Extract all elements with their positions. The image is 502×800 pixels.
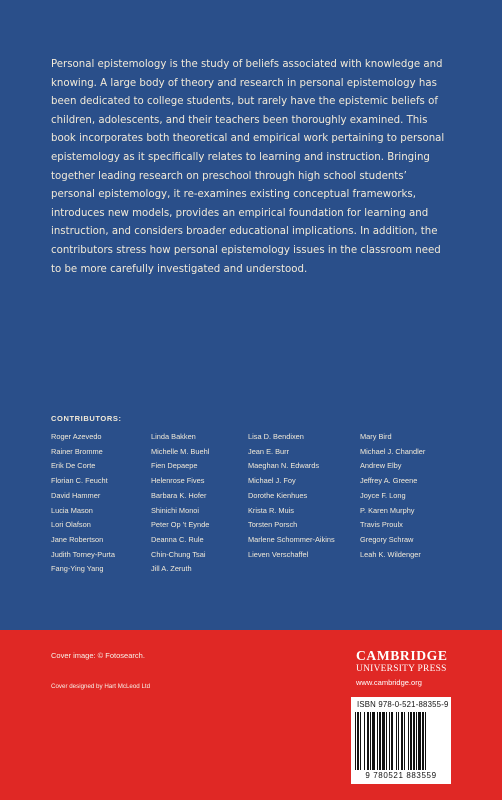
contributors-column <box>248 430 360 577</box>
contributor-name: Erik De Corte <box>51 461 96 471</box>
contributor-name: Roger Azevedo <box>51 432 102 441</box>
publisher-name: CAMBRIDGE <box>356 648 448 663</box>
cover-designer-credit: Cover designed by Hart McLeod Ltd <box>51 683 151 690</box>
contributor-name: P. Karen Murphy <box>360 505 415 515</box>
contributor-name: Michael J. Chandler <box>360 446 426 456</box>
contributor-name: Jean E. Burr <box>248 446 290 456</box>
book-description <box>51 56 451 279</box>
contributor-name: Torsten Porsch <box>248 520 298 530</box>
contributors-heading: CONTRIBUTORS: <box>51 414 122 423</box>
contributor-name: Lori Olafson <box>51 520 91 530</box>
contributor-name: Dorothe Kienhues <box>248 490 308 500</box>
isbn-label: ISBN 978-0-521-88355-9 <box>357 700 449 709</box>
contributors-list <box>51 430 481 577</box>
contributor-name: Helenrose Fives <box>151 476 205 486</box>
contributor-name: Fang-Ying Yang <box>51 564 104 574</box>
contributor-name: Jane Robertson <box>51 534 104 544</box>
contributor-name: Shinichi Monoi <box>151 505 200 515</box>
contributor-name: Maeghan N. Edwards <box>248 461 320 471</box>
contributor-name: Mary Bird <box>360 432 392 441</box>
contributors-column <box>360 430 470 577</box>
contributor-name: Florian C. Feucht <box>51 476 108 486</box>
contributor-name: Peter Op ’t Eynde <box>151 520 210 530</box>
contributor-name: Gregory Schraw <box>360 534 414 544</box>
contributor-name: Krista R. Muis <box>248 505 294 515</box>
contributors-column <box>151 430 248 577</box>
contributor-name: Jeffrey A. Greene <box>360 476 418 486</box>
contributor-name: Joyce F. Long <box>360 490 406 500</box>
contributor-name: Chin-Chung Tsai <box>151 549 206 559</box>
contributor-name: Lieven Verschaffel <box>248 549 309 559</box>
publisher-url: www.cambridge.org <box>356 678 422 687</box>
contributor-name: Rainer Bromme <box>51 446 103 456</box>
contributor-name: Barbara K. Hofer <box>151 490 207 500</box>
contributor-name: Michael J. Foy <box>248 476 296 486</box>
contributor-name: Leah K. Wildenger <box>360 549 421 559</box>
contributor-name: Travis Proulx <box>360 520 403 530</box>
contributor-name: Fien Depaepe <box>151 461 198 471</box>
publisher-press: UNIVERSITY PRESS <box>356 664 447 674</box>
description-text: Personal epistemology is the study of beliefs associated with knowledge and knowing. A large body of theory and research in personal epistemology has been dedicated to college students, but rarely have the epistemic beliefs of children, adolescents, and their teachers been thoroughly examined. This book incorporates both theoretical and empirical work pertaining to personal epistemology as it specifically relates to learning and instruction. Bringing together leading research on preschool through high school students’ personal epistemology, it re-examines existing conceptual frameworks, introduces new models, provides an empirical foundation for learning and instruction, and considers broader educational implications. In addition, the contributors stress how personal epistemology issues in the classroom need to be more carefully investigated and understood. <box>51 59 445 275</box>
contributor-name: Linda Bakken <box>151 432 196 441</box>
barcode-number: 9 780521 883559 <box>365 771 437 780</box>
cover-image-credit: Cover image: © Fotosearch. <box>51 651 145 660</box>
contributor-name: Judith Torney-Purta <box>51 549 115 559</box>
contributor-name: Lucia Mason <box>51 505 93 515</box>
contributor-name: Andrew Elby <box>360 461 402 471</box>
contributor-name: Michelle M. Buehl <box>151 446 210 456</box>
contributor-name: Lisa D. Bendixen <box>248 432 304 441</box>
contributor-name: Jill A. Zeruth <box>151 564 192 574</box>
contributor-name: Marlene Schommer-Aikins <box>248 534 335 544</box>
barcode-icon <box>355 712 447 770</box>
contributor-name: Deanna C. Rule <box>151 534 204 544</box>
contributors-column <box>51 430 151 577</box>
barcode-panel <box>351 697 451 784</box>
publisher-logo <box>356 648 452 689</box>
contributor-name: David Hammer <box>51 490 101 500</box>
